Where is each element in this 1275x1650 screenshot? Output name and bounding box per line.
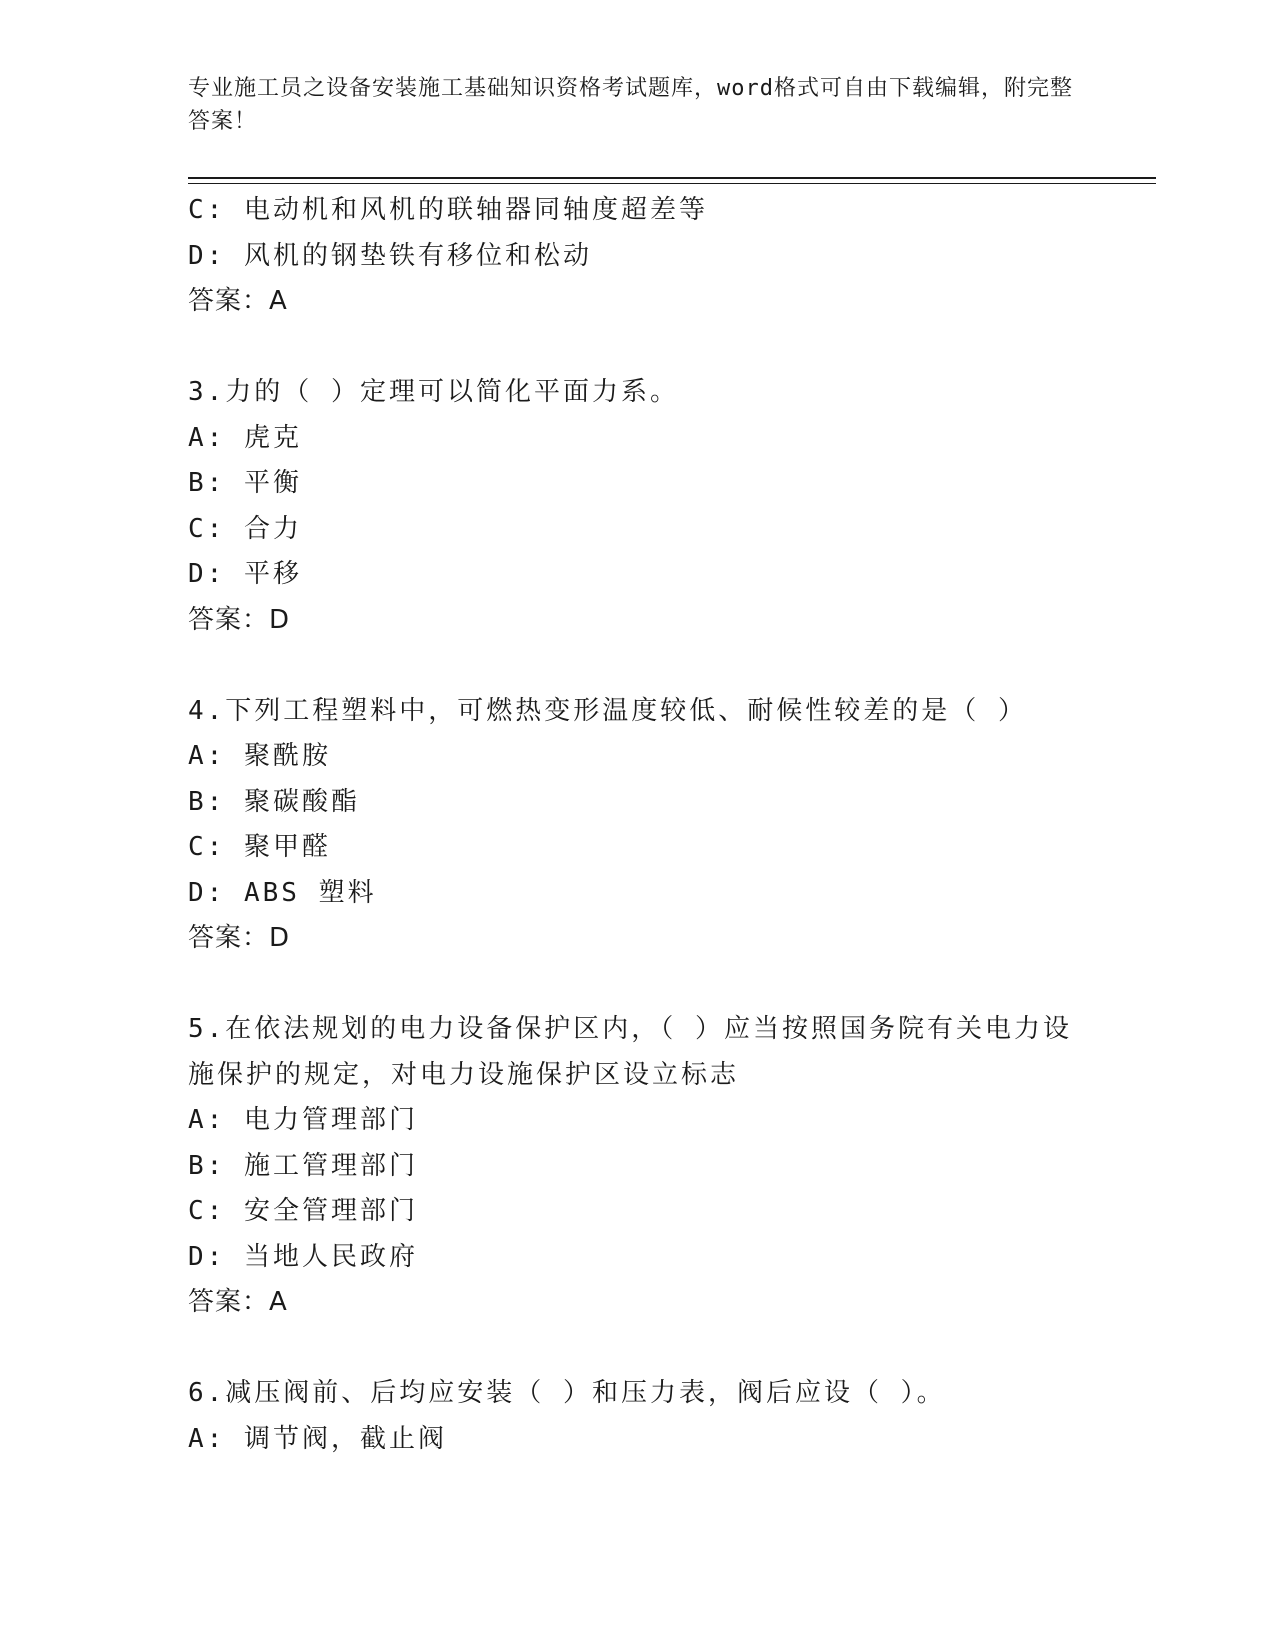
- question-text: 6.减压阀前、后均应安装（ ）和压力表，阀后应设（ ）。: [188, 1378, 946, 1408]
- option-b: B: 平衡: [188, 468, 302, 498]
- question-5: [188, 1007, 1118, 1326]
- question-text-line-1: 5.在依法规划的电力设备保护区内，（ ）应当按照国务院有关电力设: [188, 1014, 1072, 1044]
- option-d: D: 风机的钢垫铁有移位和松动: [188, 240, 592, 271]
- question-list: [188, 188, 1118, 1462]
- option-a: A: 电力管理部门: [188, 1105, 418, 1135]
- option-a: A: 虎克: [188, 422, 302, 453]
- option-a: A: 聚酰胺: [188, 741, 331, 771]
- spacer: [188, 962, 1118, 1008]
- option-c: C: 合力: [188, 513, 302, 544]
- question-text: 3.力的（ ）定理可以简化平面力系。: [188, 377, 679, 407]
- option-d: D: 平移: [188, 559, 302, 589]
- option-d: D: ABS 塑料: [188, 877, 377, 908]
- header-divider-thin: [188, 183, 1156, 184]
- option-b: B: 聚碳酸酯: [188, 786, 360, 817]
- spacer: [188, 643, 1118, 689]
- answer: 答案：A: [188, 286, 288, 316]
- question-3: [188, 370, 1118, 643]
- option-c: C: 电动机和风机的联轴器同轴度超差等: [188, 195, 708, 225]
- question-text-line-2: 施保护的规定，对电力设施保护区设立标志: [188, 1059, 740, 1090]
- option-d: D: 当地人民政府: [188, 1241, 418, 1272]
- question-text: 4.下列工程塑料中，可燃热变形温度较低、耐候性较差的是（ ）: [188, 695, 1027, 726]
- spacer: [188, 1326, 1118, 1372]
- option-a: A: 调节阀，截止阀: [188, 1423, 447, 1454]
- question-6: [188, 1371, 1118, 1462]
- option-c: C: 聚甲醛: [188, 832, 331, 862]
- option-b: B: 施工管理部门: [188, 1150, 418, 1181]
- answer: 答案：D: [188, 604, 291, 635]
- answer: 答案：A: [188, 1287, 288, 1317]
- answer: 答案：D: [188, 923, 291, 953]
- header-divider-thick: [188, 177, 1156, 179]
- spacer: [188, 325, 1118, 371]
- document-header: 专业施工员之设备安装施工基础知识资格考试题库，word格式可自由下载编辑，附完整答案！: [188, 76, 1073, 134]
- option-c: C: 安全管理部门: [188, 1196, 418, 1226]
- question-4: [188, 689, 1118, 962]
- question-2: [188, 188, 1118, 325]
